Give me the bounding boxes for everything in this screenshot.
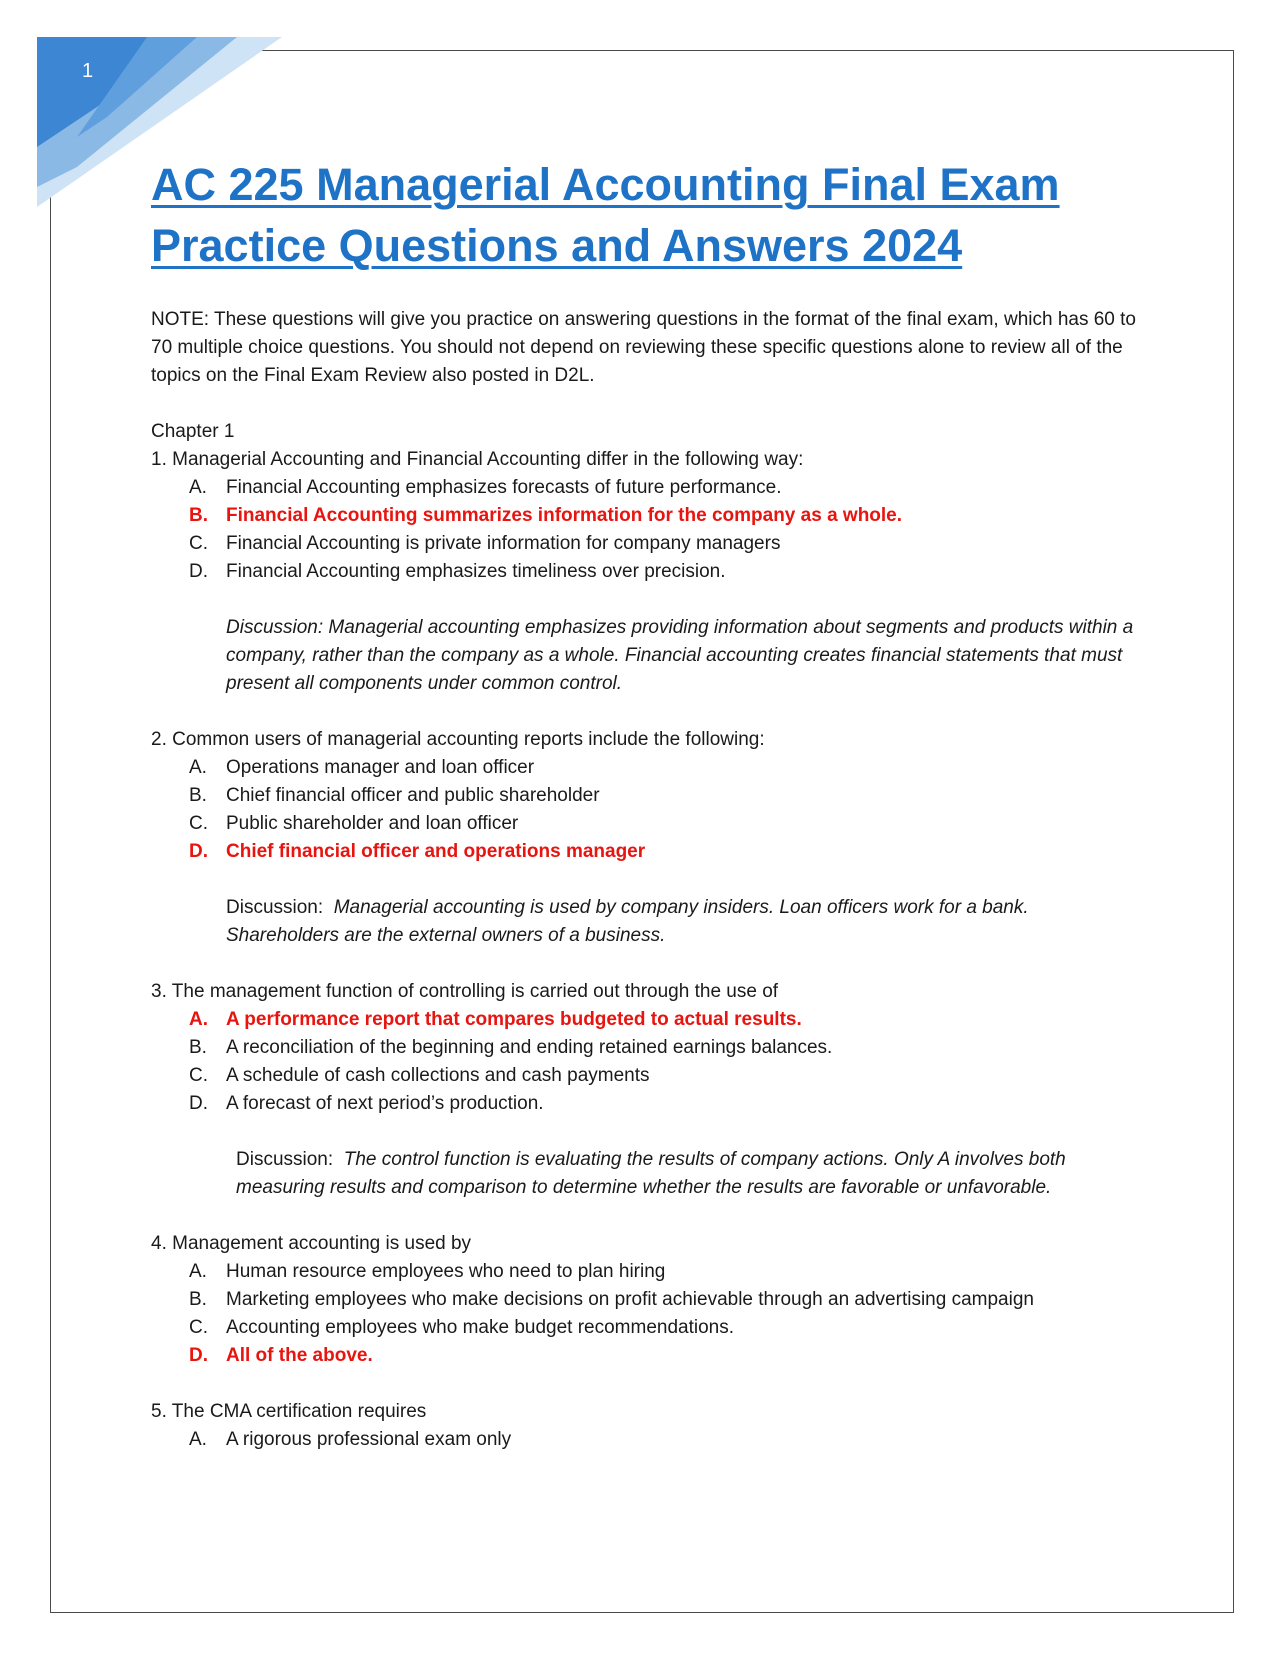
document-content	[151, 154, 1161, 1454]
option-list	[151, 1426, 1161, 1454]
page-number: 1	[82, 60, 94, 82]
question-stem	[151, 446, 1161, 474]
document-title[interactable]: AC 225 Managerial Accounting Final Exam Practice Questions and Answers 2024	[151, 159, 1060, 271]
option-d: D. Financial Accounting emphasizes timeliness over precision.	[189, 561, 726, 582]
question-1	[151, 446, 1161, 698]
chapter-heading: Chapter 1	[151, 421, 235, 442]
question-stem	[151, 1398, 1161, 1426]
question-3	[151, 978, 1161, 1202]
exam-note: NOTE: These questions will give you practice on answering questions in the format of the final exam, which has 60 to 70 multiple choice questions. You should not depend on reviewing these specific questions alone to review all of the topics on the Final Exam Review also posted in D2L.	[151, 309, 1136, 386]
option-a: A. Financial Accounting emphasizes forecasts of future performance.	[189, 477, 782, 498]
question-text: The CMA certification requires	[171, 1401, 427, 1422]
option-list	[151, 1258, 1161, 1370]
question-number: 1.	[151, 449, 167, 470]
option-c: C. Accounting employees who make budget recommendations.	[189, 1317, 735, 1338]
option-b-correct-answer: B. Financial Accounting summarizes information for the company as a whole.	[189, 505, 903, 526]
option-c: C. Public shareholder and loan officer	[189, 813, 519, 834]
question-text: The management function of controlling is carried out through the use of	[171, 981, 779, 1002]
option-d: D. A forecast of next period’s production.	[189, 1093, 544, 1114]
question-number: 4.	[151, 1233, 167, 1254]
option-list	[151, 474, 1161, 586]
question-4	[151, 1230, 1161, 1370]
question-text: Managerial Accounting and Financial Accounting differ in the following way:	[172, 449, 804, 470]
question-stem	[151, 978, 1161, 1006]
option-a: A. A rigorous professional exam only	[189, 1429, 512, 1450]
discussion: Discussion: The control function is evaluating the results of company actions. Only A involves both measuring results and comparison to determine whether the results are favorable or unfavorable.	[236, 1149, 1066, 1198]
option-list	[151, 1006, 1161, 1118]
option-a: A. Operations manager and loan officer	[189, 757, 535, 778]
question-stem	[151, 726, 1161, 754]
discussion: Discussion: Managerial accounting is used by company insiders. Loan officers work for a bank. Shareholders are the external owners of a business.	[226, 897, 1029, 946]
option-a: A. Human resource employees who need to plan hiring	[189, 1261, 666, 1282]
question-number: 5.	[151, 1401, 167, 1422]
option-list	[151, 754, 1161, 866]
option-b: B. Chief financial officer and public shareholder	[189, 785, 600, 806]
option-a-correct-answer: A. A performance report that compares budgeted to actual results.	[189, 1009, 802, 1030]
option-d-correct-answer: D. All of the above.	[189, 1345, 373, 1366]
question-number: 3.	[151, 981, 167, 1002]
question-number: 2.	[151, 729, 167, 750]
question-text: Management accounting is used by	[172, 1233, 472, 1254]
option-d-correct-answer: D. Chief financial officer and operations manager	[189, 841, 646, 862]
option-b: B. Marketing employees who make decisions on profit achievable through an advertising campaign	[189, 1289, 1034, 1310]
question-text: Common users of managerial accounting reports include the following:	[172, 729, 765, 750]
question-2	[151, 726, 1161, 950]
option-b: B. A reconciliation of the beginning and ending retained earnings balances.	[189, 1037, 833, 1058]
discussion-label: Discussion:	[236, 1149, 334, 1170]
discussion-label: Discussion:	[226, 897, 324, 918]
question-stem	[151, 1230, 1161, 1258]
option-c: C. A schedule of cash collections and cash payments	[189, 1065, 650, 1086]
question-5	[151, 1398, 1161, 1454]
option-c: C. Financial Accounting is private information for company managers	[189, 533, 781, 554]
discussion: Discussion: Managerial accounting emphasizes providing information about segments and products within a company, rather than the company as a whole. Financial accounting creates financial statements that must present all components under common control.	[226, 617, 1134, 694]
